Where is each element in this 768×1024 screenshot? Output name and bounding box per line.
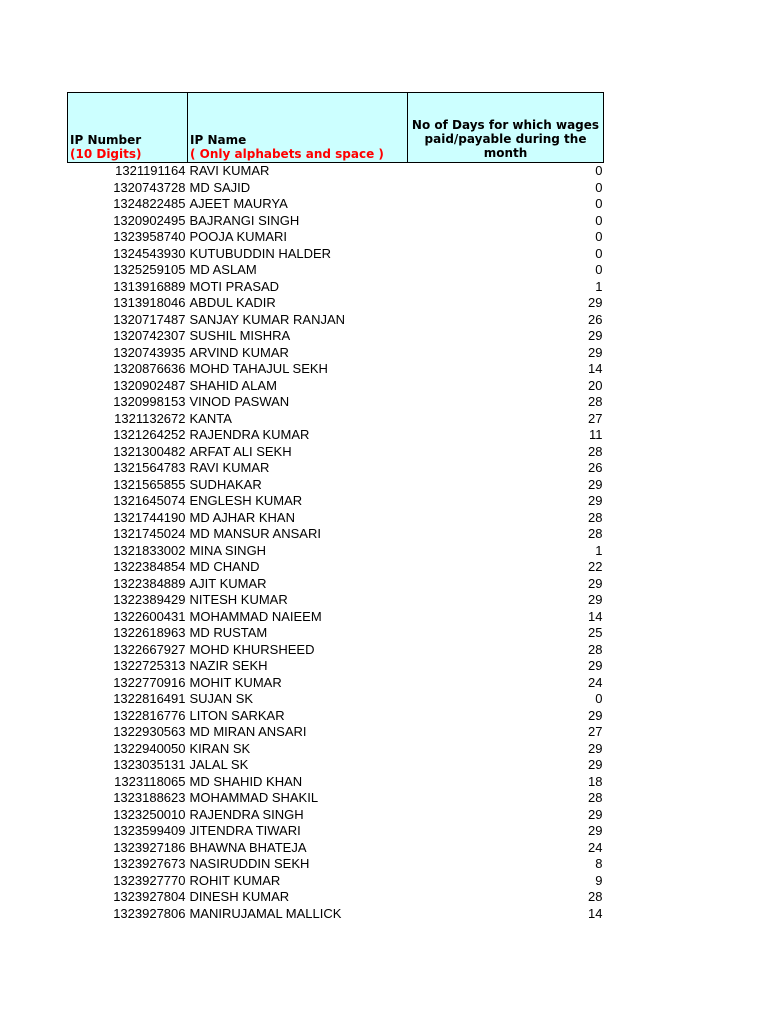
ip-name-cell: MOHD TAHAJUL SEKH xyxy=(189,361,328,376)
table-row xyxy=(68,691,604,708)
days-cell: 14 xyxy=(588,361,603,376)
ip-name-cell: MD RUSTAM xyxy=(189,625,268,640)
days-cell: 24 xyxy=(588,839,603,855)
wage-sheet xyxy=(67,92,604,922)
ip-number-cell: 1320717487 xyxy=(113,311,186,327)
ip-name-cell: MD ASLAM xyxy=(189,262,257,277)
days-cell: 29 xyxy=(588,658,603,673)
days-cell: 0 xyxy=(595,691,603,706)
ip-number-cell: 1322725313 xyxy=(113,658,186,673)
days-cell: 29 xyxy=(588,757,603,772)
ip-name-cell: AJIT KUMAR xyxy=(189,575,267,591)
days-cell: 27 xyxy=(588,410,603,426)
ip-number-cell: 1322600431 xyxy=(113,608,186,624)
days-cell: 29 xyxy=(588,344,603,360)
ip-number-cell: 1320902495 xyxy=(113,212,186,228)
table-row xyxy=(68,312,604,329)
table-row xyxy=(68,279,604,296)
ip-number-cell: 1323927186 xyxy=(113,839,186,855)
ip-name-cell: RAJENDRA KUMAR xyxy=(189,427,310,442)
days-cell: 11 xyxy=(589,427,603,442)
table-row xyxy=(68,823,604,840)
ip-name-cell: NAZIR SEKH xyxy=(189,658,268,673)
days-cell: 29 xyxy=(588,592,603,607)
ip-number-cell: 1324822485 xyxy=(113,196,186,211)
days-cell: 27 xyxy=(588,724,603,739)
ip-number-cell: 1323250010 xyxy=(113,806,186,822)
days-cell: 29 xyxy=(588,707,603,723)
ip-name-cell: MINA SINGH xyxy=(189,542,267,558)
table-row xyxy=(68,757,604,774)
ip-name-cell: JALAL SK xyxy=(189,757,249,772)
ip-name-cell: JITENDRA TIWARI xyxy=(189,823,301,838)
ip-number-cell: 1323035131 xyxy=(113,757,186,772)
table-row xyxy=(68,724,604,741)
days-cell: 14 xyxy=(588,608,603,624)
table-row xyxy=(68,807,604,824)
table-row xyxy=(68,658,604,675)
days-cell: 0 xyxy=(595,163,603,178)
table-row xyxy=(68,543,604,560)
ip-name-cell: RAVI KUMAR xyxy=(189,460,270,475)
ip-name-cell: ENGLESH KUMAR xyxy=(189,493,303,508)
days-cell: 29 xyxy=(588,328,603,343)
days-cell: 29 xyxy=(588,740,603,756)
days-cell: 28 xyxy=(588,394,603,409)
days-cell: 9 xyxy=(595,872,603,888)
ip-number-cell: 1321564783 xyxy=(113,460,186,475)
table-row xyxy=(68,840,604,857)
ip-name-header-hint: ( Only alphabets and space ) xyxy=(190,147,384,161)
ip-number-cell: 1323188623 xyxy=(113,790,186,805)
ip-name-cell: DINESH KUMAR xyxy=(189,889,290,904)
ip-number-cell: 1322667927 xyxy=(113,641,186,657)
table-body xyxy=(68,163,604,923)
ip-number-cell: 1323927673 xyxy=(113,856,186,871)
table-row xyxy=(68,906,604,923)
table-row xyxy=(68,295,604,312)
ip-name-cell: SUJAN SK xyxy=(189,691,254,706)
table-row xyxy=(68,873,604,890)
table-row xyxy=(68,609,604,626)
ip-name-cell: MANIRUJAMAL MALLICK xyxy=(189,905,342,921)
ip-name-header-label: IP Name xyxy=(190,133,247,147)
ip-number-cell: 1313918046 xyxy=(113,295,186,310)
table-row xyxy=(68,411,604,428)
table-row xyxy=(68,526,604,543)
ip-number-cell: 1320876636 xyxy=(113,361,186,376)
ip-number-cell: 1322384854 xyxy=(113,559,186,574)
table-row xyxy=(68,642,604,659)
ip-number-cell: 1320743728 xyxy=(113,179,186,195)
table-row xyxy=(68,394,604,411)
table-row xyxy=(68,708,604,725)
days-cell: 26 xyxy=(588,460,603,475)
days-cell: 1 xyxy=(595,542,603,558)
days-cell: 29 xyxy=(588,806,603,822)
table-row xyxy=(68,741,604,758)
ip-name-cell: SUSHIL MISHRA xyxy=(189,328,291,343)
ip-number-cell: 1322930563 xyxy=(113,724,186,739)
days-cell: 29 xyxy=(588,493,603,508)
days-cell: 14 xyxy=(588,905,603,921)
table-row xyxy=(68,229,604,246)
ip-name-cell: LITON SARKAR xyxy=(189,707,285,723)
table-row xyxy=(68,180,604,197)
ip-name-cell: MOHAMMAD SHAKIL xyxy=(189,790,319,805)
days-cell: 0 xyxy=(595,196,603,211)
days-cell: 0 xyxy=(595,229,603,244)
table-row xyxy=(68,576,604,593)
days-cell: 0 xyxy=(595,212,603,228)
table-row xyxy=(68,427,604,444)
table-row xyxy=(68,559,604,576)
ip-name-cell: BAJRANGI SINGH xyxy=(189,212,300,228)
ip-number-cell: 1322618963 xyxy=(113,625,186,640)
days-cell: 26 xyxy=(588,311,603,327)
ip-number-cell: 1321833002 xyxy=(113,542,186,558)
ip-name-cell: MOHIT KUMAR xyxy=(189,674,282,690)
ip-name-cell: MD MANSUR ANSARI xyxy=(189,526,321,541)
ip-number-header-hint: (10 Digits) xyxy=(70,147,142,161)
table-row xyxy=(68,493,604,510)
ip-number-cell: 1322816491 xyxy=(113,691,186,706)
ip-number-cell: 1321264252 xyxy=(113,427,186,442)
ip-number-cell: 1321565855 xyxy=(113,476,186,492)
ip-name-cell: MD SAJID xyxy=(189,179,251,195)
days-cell: 25 xyxy=(588,625,603,640)
ip-name-header xyxy=(188,93,408,163)
ip-number-cell: 1321300482 xyxy=(113,443,186,459)
ip-name-cell: SHAHID ALAM xyxy=(189,377,277,393)
ip-number-header xyxy=(68,93,188,163)
ip-name-cell: MD CHAND xyxy=(189,559,260,574)
ip-name-cell: ARFAT ALI SEKH xyxy=(189,443,292,459)
ip-number-cell: 1325259105 xyxy=(113,262,186,277)
ip-number-cell: 1324543930 xyxy=(113,245,186,261)
ip-number-header-label: IP Number xyxy=(70,133,142,147)
ip-name-cell: RAJENDRA SINGH xyxy=(189,806,304,822)
ip-name-cell: MD MIRAN ANSARI xyxy=(189,724,307,739)
wages-table xyxy=(67,92,604,922)
days-cell: 0 xyxy=(595,262,603,277)
days-cell: 8 xyxy=(595,856,603,871)
days-cell: 28 xyxy=(588,641,603,657)
ip-number-cell: 1321745024 xyxy=(113,526,186,541)
ip-number-cell: 1321132672 xyxy=(114,410,186,426)
ip-number-cell: 1322940050 xyxy=(113,740,186,756)
ip-number-cell: 1320998153 xyxy=(113,394,186,409)
table-row xyxy=(68,460,604,477)
ip-number-cell: 1320743935 xyxy=(113,344,186,360)
days-cell: 0 xyxy=(595,245,603,261)
days-cell: 20 xyxy=(588,377,603,393)
table-row xyxy=(68,856,604,873)
ip-name-cell: MOTI PRASAD xyxy=(189,278,280,294)
ip-number-cell: 1320902487 xyxy=(113,377,186,393)
ip-name-cell: SANJAY KUMAR RANJAN xyxy=(189,311,346,327)
ip-name-cell: MD AJHAR KHAN xyxy=(189,509,295,525)
table-row xyxy=(68,675,604,692)
header-row xyxy=(68,93,604,163)
days-cell: 28 xyxy=(588,443,603,459)
table-row xyxy=(68,262,604,279)
days-cell: 0 xyxy=(595,179,603,195)
ip-name-cell: NITESH KUMAR xyxy=(189,592,288,607)
ip-name-cell: KUTUBUDDIN HALDER xyxy=(189,245,332,261)
days-cell: 28 xyxy=(588,526,603,541)
table-row xyxy=(68,444,604,461)
table-row xyxy=(68,196,604,213)
ip-name-cell: NASIRUDDIN SEKH xyxy=(189,856,310,871)
ip-name-cell: MD SHAHID KHAN xyxy=(189,773,303,789)
ip-number-cell: 1321191164 xyxy=(115,163,186,178)
table-row xyxy=(68,889,604,906)
table-row xyxy=(68,592,604,609)
table-row xyxy=(68,510,604,527)
ip-name-cell: ROHIT KUMAR xyxy=(189,872,281,888)
ip-number-cell: 1323927806 xyxy=(113,905,186,921)
table-row xyxy=(68,774,604,791)
table-row xyxy=(68,477,604,494)
ip-number-cell: 1323927770 xyxy=(113,872,186,888)
days-cell: 22 xyxy=(588,559,603,574)
table-row xyxy=(68,246,604,263)
table-row xyxy=(68,345,604,362)
ip-number-cell: 1322770916 xyxy=(113,674,186,690)
ip-number-cell: 1323958740 xyxy=(113,229,186,244)
ip-number-cell: 1323599409 xyxy=(113,823,186,838)
ip-number-cell: 1323118065 xyxy=(114,773,186,789)
table-row xyxy=(68,328,604,345)
days-cell: 28 xyxy=(588,509,603,525)
ip-name-cell: POOJA KUMARI xyxy=(189,229,288,244)
days-cell: 29 xyxy=(588,823,603,838)
ip-number-cell: 1323927804 xyxy=(113,889,186,904)
ip-number-cell: 1322389429 xyxy=(113,592,186,607)
table-row xyxy=(68,378,604,395)
table-row xyxy=(68,361,604,378)
ip-name-cell: RAVI KUMAR xyxy=(189,163,270,178)
days-cell: 29 xyxy=(588,295,603,310)
days-cell: 28 xyxy=(588,889,603,904)
days-cell: 24 xyxy=(588,674,603,690)
days-header: No of Days for which wages paid/payable during the month xyxy=(408,93,604,163)
table-row xyxy=(68,163,604,180)
days-cell: 28 xyxy=(588,790,603,805)
ip-number-cell: 1313916889 xyxy=(113,278,186,294)
days-cell: 1 xyxy=(595,278,603,294)
days-cell: 18 xyxy=(588,773,603,789)
ip-name-cell: KIRAN SK xyxy=(189,740,251,756)
ip-number-cell: 1321645074 xyxy=(113,493,186,508)
table-header xyxy=(68,93,604,163)
ip-name-cell: AJEET MAURYA xyxy=(189,196,288,211)
ip-name-cell: MOHD KHURSHEED xyxy=(189,641,315,657)
table-row xyxy=(68,213,604,230)
ip-name-cell: SUDHAKAR xyxy=(189,476,262,492)
ip-name-cell: ABDUL KADIR xyxy=(189,295,276,310)
ip-name-cell: BHAWNA BHATEJA xyxy=(189,839,307,855)
table-row xyxy=(68,625,604,642)
table-row xyxy=(68,790,604,807)
days-cell: 29 xyxy=(588,575,603,591)
ip-number-cell: 1322384889 xyxy=(113,575,186,591)
ip-name-cell: KANTA xyxy=(189,410,232,426)
ip-name-cell: MOHAMMAD NAIEEM xyxy=(189,608,322,624)
days-cell: 29 xyxy=(588,476,603,492)
ip-name-cell: VINOD PASWAN xyxy=(189,394,290,409)
ip-name-cell: ARVIND KUMAR xyxy=(189,344,289,360)
ip-number-cell: 1320742307 xyxy=(113,328,186,343)
ip-number-cell: 1321744190 xyxy=(113,509,186,525)
ip-number-cell: 1322816776 xyxy=(113,707,186,723)
